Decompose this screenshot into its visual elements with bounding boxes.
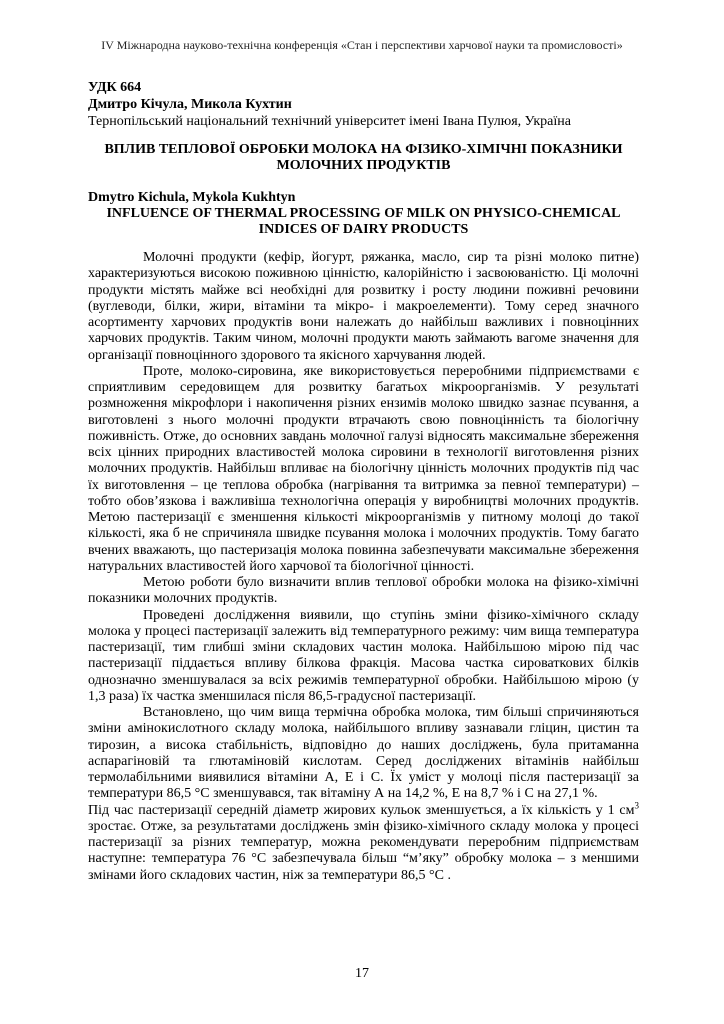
page-number: 17 (355, 966, 369, 981)
cubic-superscript: 3 (634, 799, 639, 810)
title-ua-line2: МОЛОЧНИХ ПРОДУКТІВ (276, 158, 451, 173)
paragraph-6-start: Під час пастеризації середній діаметр жирових кульок зменшується, а їх кількість у 1 см (88, 802, 635, 818)
paragraph-4: Проведені дослідження виявили, що ступінь зміни фізико-хімічного складу молока у процесі пастеризації залежить від температурного режиму: чим вища температура пастеризації, тим глибші зміни складових частин молока. Найбільшою мірою під час пастеризації піддається впливу білкова фракція. Масова частка сироваткових білків однозначно зменшувалася за всіх режимів температурної обробки. Найбільшою мірою (у 1,3 раза) їх частка зменшилася після 86,5-градусної пастеризації. (88, 607, 639, 704)
paragraph-3: Метою роботи було визначити вплив теплової обробки молока на фізико-хімічні показники молочних продуктів. (88, 575, 639, 607)
paragraph-6 (88, 799, 639, 884)
title-en-line2: INDICES OF DAIRY PRODUCTS (258, 222, 469, 237)
authors-ua: Дмитро Кічула, Микола Кухтин (88, 97, 292, 112)
article-body (88, 250, 639, 884)
paragraph-6-end: зростає. Отже, за результатами досліджень змін фізико-хімічного складу молока у процесі пастеризації за різних температур, можна рекомендувати переробним підприємствам наступне: температура 76 °С забезпечувала більш “м’яку” обробку молока – з меншими змінами його складових частин, ніж за температури 86,5 °С . (88, 818, 639, 883)
title-en (88, 206, 639, 238)
article-meta (88, 79, 639, 130)
paragraph-2: Проте, молоко-сировина, яке використовується переробними підприємствами є сприятливим середовищем для розвитку багатьох мікроорганізмів. У результаті розмноження мікрофлори і накопичення різних ензимів молоко швидко зазнає псування, а виготовлені з нього молочні продукти втрачають свою повноцінність та біологічну поживність. Отже, до основних завдань молочної галузі відносять максимальне збереження всіх цінних природних властивостей молока сировини в технології виготовлення різних молочних продуктів. Найбільш впливає на біологічну цінність молочних продуктів під час їх виготовлення – це теплова обробка (нагрівання та витримка за певної температури) – тобто обов’язкова і важливіша технологічна операція у виробництві молочних продуктів. Метою пастеризації є зменшення кількості мікроорганізмів у питному молоці до такої кількості, яка б не спричиняла швидке псування молока і молочних продуктів. Тому багато вчених вважають, що пастеризація молока повинна забезпечувати максимальне збереження натуральних властивостей його харчової та біологічної цінності. (88, 363, 639, 574)
udc-code: УДК 664 (88, 80, 142, 95)
paragraph-5: Встановлено, що чим вища термічна обробка молока, тим більші спричиняються зміни амінокислотного складу молока, найбільшого впливу зазнавали гліцин, цистин та тирозин, а висока стабільність, відповідно до наших досліджень, була притаманна аспарагіновій та глютаміновій кислотам. Серед досліджених вітамінів найбільш термолабільними виявилися вітаміни А, Е і С. Їх уміст у молоці після пастеризації за температури 86,5 °С зменшувався, так вітаміну А на 14,2 %, Е на 8,7 % і С на 27,1 %. (88, 705, 639, 802)
title-en-line1: INFLUENCE OF THERMAL PROCESSING OF MILK ON PHYSICO-CHEMICAL (106, 206, 621, 221)
title-ua-line1: ВПЛИВ ТЕПЛОВОЇ ОБРОБКИ МОЛОКА НА ФІЗИКО-ХІМІЧНІ ПОКАЗНИКИ (104, 142, 623, 157)
authors-en: Dmytro Kichula, Mykola Kukhtyn (88, 190, 296, 205)
running-header: IV Міжнародна науково-технічна конференція «Стан і перспективи харчової науки та промисловості» (101, 38, 623, 52)
paragraph-1: Молочні продукти (кефір, йогурт, ряжанка, масло, сир та різні молоко питне) характеризуються високою поживною цінністю, калорійністю і засвоюваністю. Ці молочні продукти містять майже всі необхідні для розвитку і росту людини поживні речовини (вуглеводи, білки, жири, вітаміни та мікро- і макроелементи). Тому серед значного асортименту харчових продуктів вони належать до найбільш важливих і повноцінних харчових продуктів. Таким чином, молочні продукти мають займають вагоме значення для організації повноцінного здорового та якісного харчування людей. (88, 250, 639, 363)
affiliation: Тернопільський національний технічний університет імені Івана Пулюя, Україна (88, 114, 571, 129)
title-ua (88, 142, 639, 174)
